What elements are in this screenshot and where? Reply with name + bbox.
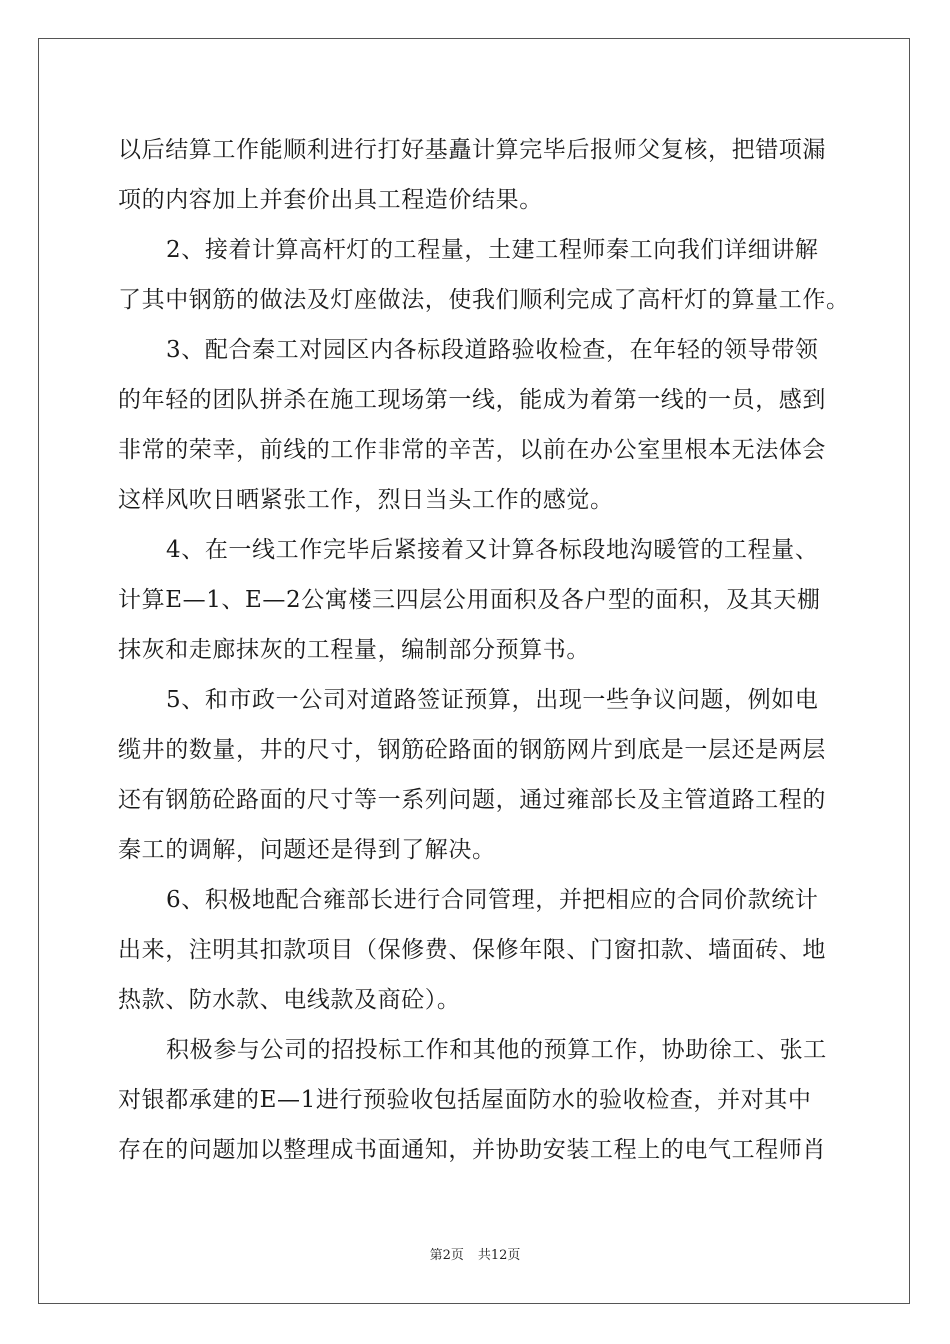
page-number: 第2页 [429,1248,464,1263]
paragraph-3-start: 3、配合秦工对园区内各标段道路验收检查，在年轻的领导带领 [166,337,819,363]
text-line: 缆井的数量，井的尺寸，钢筋砼路面的钢筋网片到底是一层还是两层 [118,737,826,763]
text-line: 存在的问题加以整理成书面通知，并协助安装工程上的电气工程师肖 [118,1137,826,1163]
page-total: 共12页 [477,1248,521,1263]
text-line: 了其中钢筋的做法及灯座做法，使我们顺利完成了高杆灯的算量工作。 [118,287,850,313]
text-line: 秦工的调解，问题还是得到了解决。 [118,837,496,863]
text-line: 以后结算工作能顺利进行打好基矗计算完毕后报师父复核，把错项漏 [118,137,826,163]
paragraph-7-start: 积极参与公司的招投标工作和其他的预算工作，协助徐工、张工 [166,1037,827,1063]
text-line: 对银都承建的E—1进行预验收包括屋面防水的验收检查，并对其中 [118,1087,812,1113]
document-body [118,125,850,1175]
text-line: 热款、防水款、电线款及商砼）。 [118,987,461,1013]
text-line: 还有钢筋砼路面的尺寸等一系列问题，通过雍部长及主管道路工程的 [118,787,826,813]
paragraph-4-start: 4、在一线工作完毕后紧接着又计算各标段地沟暖管的工程量、 [166,537,819,563]
text-line: 抹灰和走廊抹灰的工程量，编制部分预算书。 [118,637,590,663]
text-line: 非常的荣幸，前线的工作非常的辛苦，以前在办公室里根本无法体会 [118,437,826,463]
text-line: 出来，注明其扣款项目（保修费、保修年限、门窗扣款、墙面砖、地 [118,937,826,963]
paragraph-2-start: 2、接着计算高杆灯的工程量，土建工程师秦工向我们详细讲解 [166,237,819,263]
text-line: 项的内容加上并套价出具工程造价结果。 [118,187,543,213]
text-line: 的年轻的团队拼杀在施工现场第一线，能成为着第一线的一员，感到 [118,387,826,413]
text-line: 这样风吹日晒紧张工作，烈日当头工作的感觉。 [118,487,614,513]
paragraph-5-start: 5、和市政一公司对道路签证预算，出现一些争议问题，例如电 [166,687,819,713]
text-line: 计算E—1、E—2公寓楼三四层公用面积及各户型的面积，及其天棚 [118,587,821,613]
paragraph-6-start: 6、积极地配合雍部长进行合同管理，并把相应的合同价款统计 [166,887,819,913]
page-footer [0,1244,950,1263]
